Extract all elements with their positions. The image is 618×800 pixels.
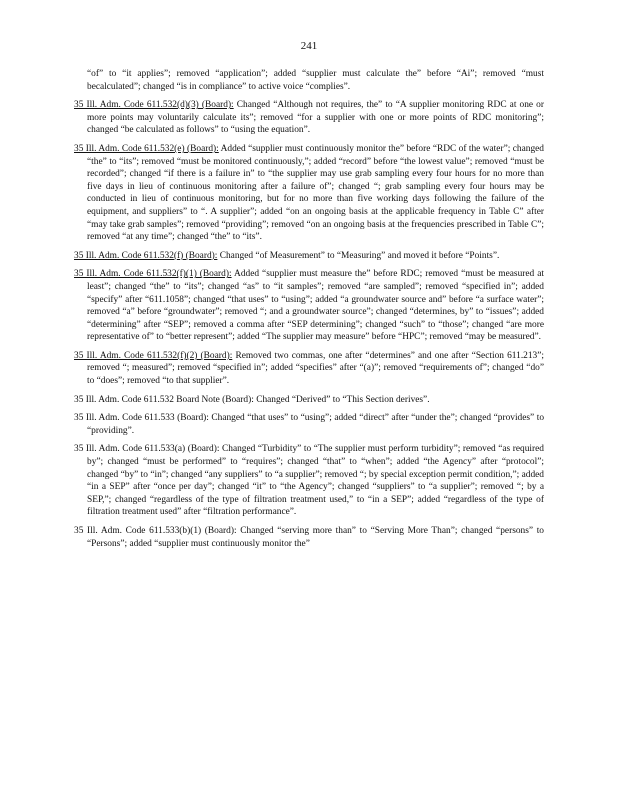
entry-citation: 35 Ill. Adm. Code 611.533 (Board): — [74, 413, 209, 424]
entry-text: Changed “Derived” to “This Section derives”. — [253, 394, 430, 405]
entry-citation: 35 Ill. Adm. Code 611.532 Board Note (Board): — [74, 394, 254, 405]
page-number: 241 — [300, 40, 318, 52]
entry-citation: 35 Ill. Adm. Code 611.532(f)(1) (Board): — [74, 269, 232, 280]
entry-611-533-b-1 — [74, 525, 544, 550]
entry-611-532-board-note — [74, 394, 544, 407]
entry-611-532-f-2 — [74, 350, 544, 388]
entry-text: Removed two commas, one after “determines” and one after “Section 611.213”; removed “; measured”; removed “specified in”; added “specifies” after “(a)”; removed “requirements of”; changed “do” to “does”; removed “to that supplier”. — [87, 350, 544, 387]
entry-611-532-e — [74, 143, 544, 244]
entry-citation: 35 Ill. Adm. Code 611.532(f)(2) (Board): — [74, 350, 233, 361]
entry-611-532-d-3 — [74, 99, 544, 137]
continuation-paragraph: “of” to “it applies”; removed “application”; added “supplier must calculate the” before “Ai”; removed “must becalculated”; changed “is in compliance” to active voice “complies”. — [87, 69, 544, 92]
entry-611-533 — [74, 412, 544, 437]
entry-text: Changed “serving more than” to “Serving More Than”; changed “persons” to “Persons”; added “supplier must continuously monitor the” — [87, 526, 544, 549]
entry-citation: 35 Ill. Adm. Code 611.532(d)(3) (Board): — [74, 100, 234, 111]
entry-text: Changed “Although not requires, the” to “A supplier monitoring RDC at one or more points may voluntarily calculate its”; removed “for a supplier with one or more points of RDC monitoring”; changed “be calculated as follows” to “using the equation”. — [87, 100, 544, 136]
entry-citation: 35 Ill. Adm. Code 611.532(e) (Board): — [74, 143, 219, 154]
entry-text: Added “supplier must continuously monitor the” before “RDC of the water”; changed “the” to “its”; removed “must be monitored continuously,”; added “record” before “the lowest value”; removed “must be recorded”; changed “if there is a failure in” to “the supplier may use grab sampling every four hours for no more than five days in lieu of continuous monitoring after a failure of”; changed “; grab sampling every four hours may be conducted in lieu of continuous monitoring, but for no more than five working days following the failure of the equipment, and suppliers” to “. A supplier”; added “on an ongoing basis at the applicable frequency in Table C” after “may take grab samples”; removed “providing”; removed “on an ongoing basis at the frequencies prescribed in Table C”; removed “at any time”; changed “the” to “its”. — [87, 143, 544, 243]
entry-611-533-a — [74, 443, 544, 519]
page-body — [74, 68, 544, 556]
entry-citation: 35 Ill. Adm. Code 611.533(b)(1) (Board): — [74, 526, 237, 536]
entry-text: Changed “of Measurement” to “Measuring” and moved it before “Points”. — [217, 250, 500, 261]
entry-611-532-f — [74, 250, 544, 263]
entry-text: Added “supplier must measure the” before RDC; removed “must be measured at least”; changed “the” to “its”; changed “as” to “it samples”; removed “are sampled”; removed “specified in”; added “specify” after “611.1058”; changed “that uses” to “using”; added “a groundwater source and” before “a surface water”; removed “a” before “groundwater”; removed “; and a groundwater source”; changed “determines, by” to “issues”; added “determining” after “SEP”; removed a comma after “SEP determining”; changed “such” to “those”; changed “are more representative of” to “better represent”; added “The supplier may measure” before “HPC”; removed “may be measured”. — [87, 269, 544, 343]
entry-citation: 35 Ill. Adm. Code 611.533(a) (Board): — [74, 444, 220, 455]
entry-text: Changed “that uses” to “using”; added “direct” after “under the”; changed “provides” to “providing”. — [87, 413, 545, 436]
entry-611-532-f-1 — [74, 268, 544, 344]
entry-text: Changed “Turbidity” to “The supplier must perform turbidity”; removed “as required by”; changed “must be performed” to “requires”; changed “that” to “when”; added “the Agency” after “protocol”; changed “by” to “in”; changed “any suppliers” to “a supplier”; removed “; by special exception permit condition,”; added “in a SEP” after “once per day”; changed “it” to “the Agency”; changed “suppliers” to “a supplier”; removed “; by a SEP,”; changed “regardless of the type of filtration treatment used,” to “in a SEP”; added “regardless of the type of filtration treatment used” after “filtration performance”. — [87, 444, 544, 518]
entry-citation: 35 Ill. Adm. Code 611.532(f) (Board): — [74, 250, 218, 261]
